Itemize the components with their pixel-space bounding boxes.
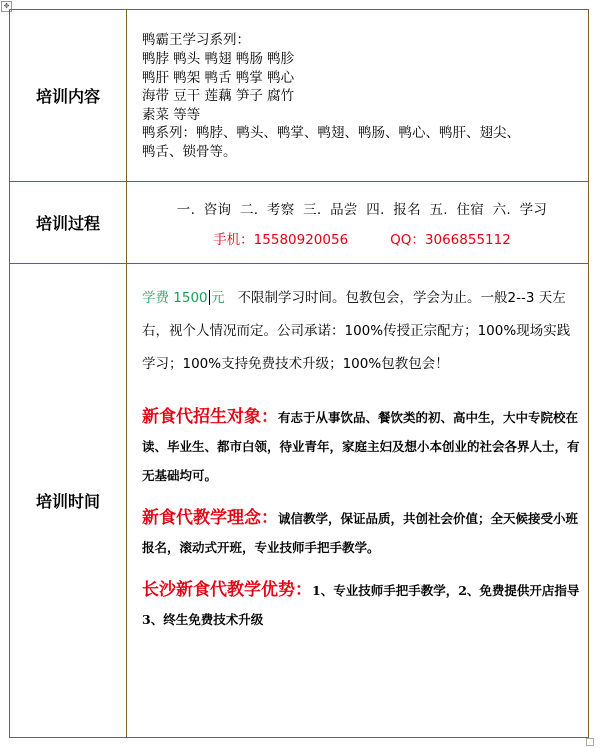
row-label: 培训时间 [10,264,127,738]
table-anchor-icon[interactable]: ✥ [1,1,12,12]
row-label: 培训内容 [10,10,127,182]
fee-unit: 元 [211,290,225,306]
content-line: 鸭霸王学习系列： [142,32,250,49]
table-row [10,10,589,182]
contact-info [142,228,582,248]
training-content-cell [127,10,589,182]
content-line: 素菜 等等 [142,106,201,123]
section-heading: 长沙新食代教学优势： [142,580,312,600]
fee-paragraph [142,282,582,381]
table-row [10,182,589,264]
process-steps: 一. 咨询 二. 考察 三. 品尝 四. 报名 五. 住宿 六. 学习 [176,201,548,218]
enrollment-section [142,403,582,490]
row-label: 培训过程 [10,182,127,264]
end-mark-icon [586,738,594,746]
table-row [10,264,589,738]
section-heading: 新食代教学理念： [142,508,278,528]
training-info-table [9,9,589,738]
section-text: 诚信教学，保证品质，共创社会价值；全天候接受小班报名，滚动式开班，专业技师手把手教学。 [142,511,579,555]
section-heading: 新食代招生对象： [142,407,278,427]
teaching-advantages-section [142,576,582,634]
fee-amount: 学费 1500 [142,290,208,306]
content-line: 鸭肝 鸭架 鸭舌 鸭掌 鸭心 [142,69,295,86]
qq-number: QQ：3066855112 [390,231,511,248]
training-process-cell [127,182,589,264]
fee-description: 不限制学习时间。包教包会，学会为止。一般2--3 天左右，视个人情况而定。公司承诺：100%传授正宗配方；100%现场实践学习；100%支持免费技术升级；100%包教包会！ [142,290,571,372]
content-line: 海带 豆干 莲藕 笋子 腐竹 [142,88,295,105]
content-line: 鸭舌、锁骨等。 [142,143,237,160]
text-cursor [209,290,211,305]
section-text: 有志于从事饮品、餐饮类的初、高中生，大中专院校在读、毕业生、都市白领，待业青年，家庭主妇及想小本创业的社会各界人士，有无基础均可。 [142,410,580,483]
phone-number: 手机：15580920056 [213,231,349,248]
section-text: 1、专业技师手把手教学，2、免费提供开店指导 3、终生免费技术升级 [142,583,580,627]
teaching-philosophy-section [142,504,582,562]
training-time-cell [127,264,589,738]
content-line: 鸭脖 鸭头 鸭翅 鸭肠 鸭胗 [142,51,295,68]
content-line: 鸭系列：鸭脖、鸭头、鸭掌、鸭翅、鸭肠、鸭心、鸭肝、翅尖、 [142,125,520,142]
